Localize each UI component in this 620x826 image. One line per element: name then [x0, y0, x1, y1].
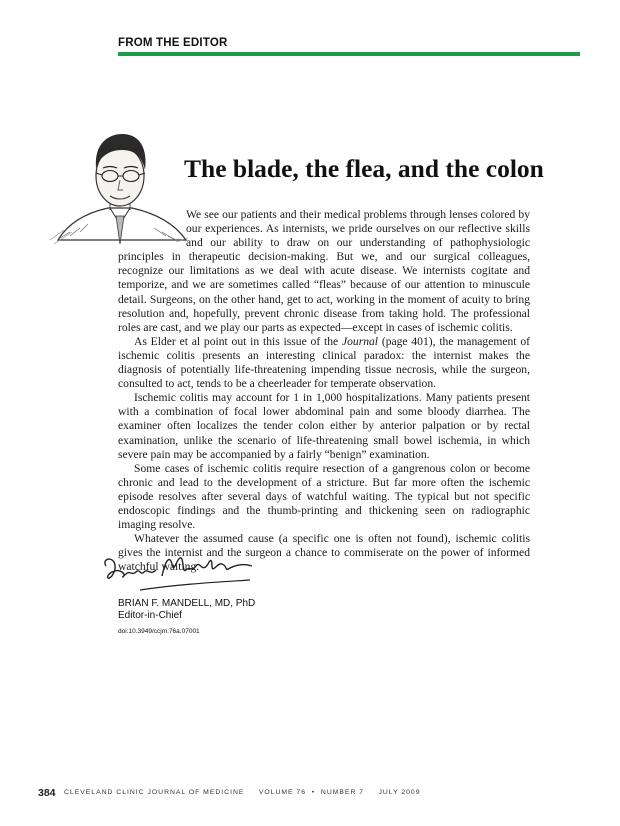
journal-line: CLEVELAND CLINIC JOURNAL OF MEDICINE VOLUME 76 • NUMBER 7 JULY 2009 — [64, 789, 421, 796]
section-label: FROM THE EDITOR — [118, 37, 228, 49]
paragraph-3: Ischemic colitis may account for 1 in 1,000 hospitalizations. Many patients present with a combination of focal lower abdominal pain and some bloody diarrhea. The examiner often localizes the tender colon either by anterior palpation or by rectal examination, unlike the scenario of life-threatening small bowel ischemia, in which severe pain may be accompanied by a fairly “benign” examination. — [118, 391, 530, 461]
page-number: 384 — [38, 787, 56, 799]
paragraph-5: Whatever the assumed cause (a specific one is often not found), ischemic colitis gives the internist and the surgeon a chance to commiserate on the power of informed watchful waiting. — [118, 532, 530, 574]
portrait-wrap-space — [118, 208, 186, 250]
signature-text: Brian Mandell — [100, 550, 106, 551]
article-title: The blade, the flea, and the colon — [184, 154, 544, 183]
paragraph-4: Some cases of ischemic colitis require resection of a gangrenous colon or become chronic and lead to the development of a stricture. But far more often the ischemic episode resolves after several days of watchful waiting. The typical but not specific endoscopic findings and the thumb-printing and thickening seen on radiographic imaging resolve. — [118, 461, 530, 532]
author-name: BRIAN F. MANDELL, MD, PhD — [118, 598, 256, 609]
paragraph-1: We see our patients and their medical problems through lenses colored by our experiences. As internists, we pride ourselves on our reflective skills and our ability to draw on our understanding of pathophysiologic principles in therapeutic decision-making. But we, and our surgical colleagues, recognize our limitations as we deal with acute disease. We internists cogitate and temporize, and we are sometimes called “fleas” because of our attention to minuscule detail. Surgeons, on the other hand, get to act, working in the moment of acuity to bring resolution and, hopefully, prevent chronic disease from taking hold. The professional roles are cast, and we play our parts as expected—except in cases of ischemic colitis. — [118, 208, 530, 334]
section-rule — [118, 52, 580, 56]
article-body — [118, 208, 530, 574]
author-title: Editor-in-Chief — [118, 610, 182, 621]
doi-link[interactable]: doi:10.3949/ccjm.76a.07001 — [118, 628, 200, 635]
editor-signature — [100, 550, 260, 596]
paragraph-2: As Elder et al point out in this issue of the Journal (page 401), the management of ischemic colitis presents an interesting clinical paradox: the internist makes the diagnosis of potentially life-threatening impending tissue necrosis, while the surgeon, consulted to act, tends to be a cheerleader for temperate observation. — [118, 334, 530, 391]
